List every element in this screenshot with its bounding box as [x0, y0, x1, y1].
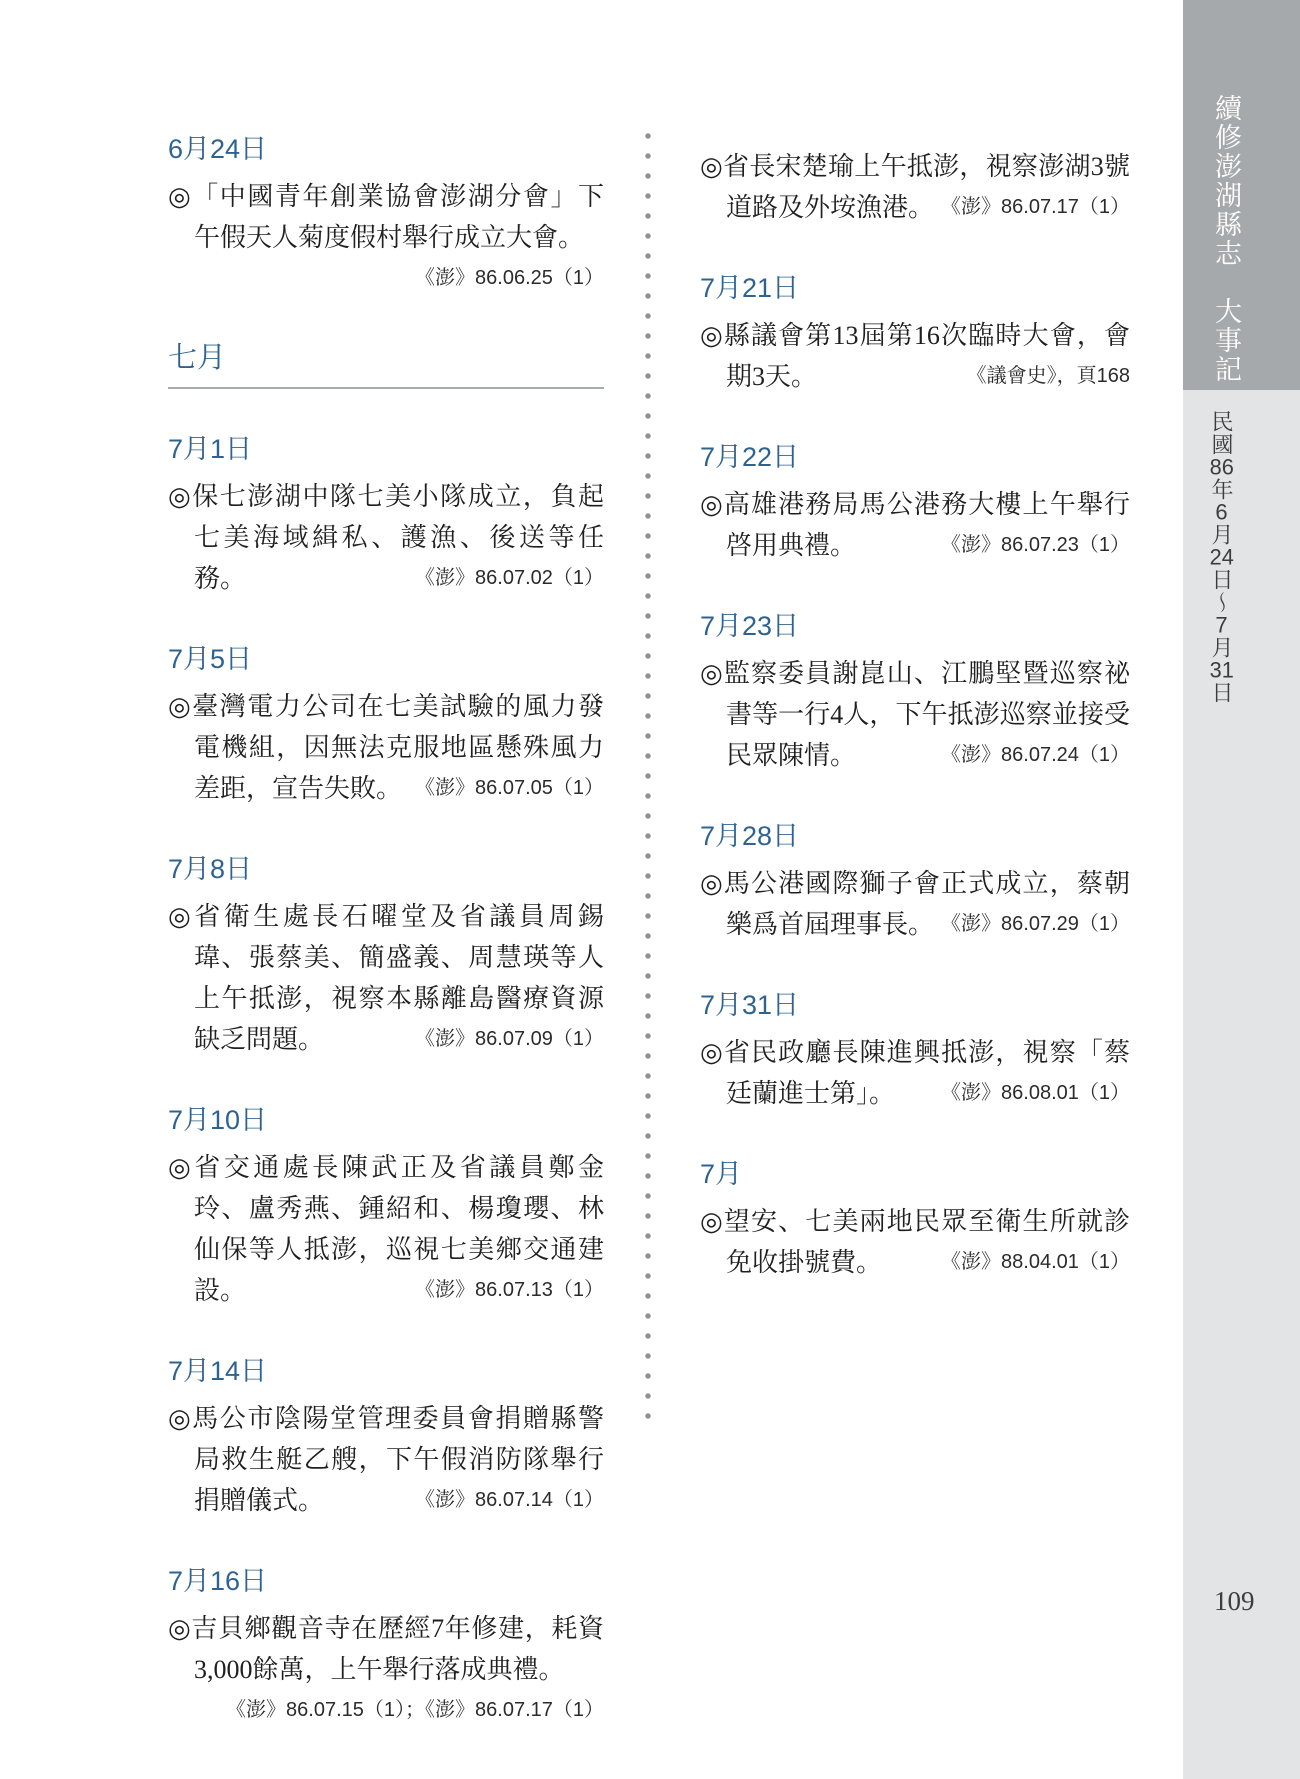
date-heading: 6月24日: [168, 134, 268, 164]
event-entry: [700, 1201, 1130, 1283]
date-heading: 7月: [700, 1159, 743, 1189]
source-citation: 《澎》86.07.17（1）: [941, 196, 1130, 218]
event-entry: [168, 1147, 604, 1311]
event-entry: [168, 476, 604, 599]
source-citation: 《澎》86.06.25（1）: [415, 267, 604, 289]
date-heading: 7月21日: [700, 273, 800, 303]
source-citation: 《議會史》，頁168: [966, 365, 1130, 387]
date-range-segment: 24: [1209, 546, 1234, 568]
date-range-vertical: [1209, 410, 1233, 704]
column-right: [700, 146, 1130, 1283]
event-entry: [700, 146, 1130, 228]
date-range-segment: 7: [1215, 614, 1228, 636]
source-citation: 《澎》88.04.01（1）: [941, 1251, 1130, 1273]
date-range-segment: 年: [1209, 478, 1234, 501]
date-range-segment: 86: [1209, 456, 1234, 478]
date-range-segment: 31: [1209, 659, 1234, 681]
entry-text: ◎省民政廳長陳進興抵澎，視察「蔡廷蘭進士第」。: [700, 1038, 1130, 1108]
entry-text: ◎省交通處長陳武正及省議員鄭金玲、盧秀燕、鍾紹和、楊瓊瓔、林仙保等人抵澎，巡視七美鄉交通建設。: [168, 1153, 604, 1305]
date-heading: 7月8日: [168, 854, 253, 884]
event-entry: [700, 1032, 1130, 1114]
date-heading: 7月5日: [168, 644, 253, 674]
entry-text: ◎臺灣電力公司在七美試驗的風力發電機組，因無法克服地區懸殊風力差距，宣告失敗。: [168, 692, 604, 803]
date-heading: 7月10日: [168, 1105, 268, 1135]
book-title-vertical: 續修澎湖縣志 大事記: [1211, 94, 1241, 384]
source-citation: 《澎》86.07.02（1）: [415, 567, 604, 589]
entry-text: ◎馬公市陰陽堂管理委員會捐贈縣警局救生艇乙艘，下午假消防隊舉行捐贈儀式。: [168, 1404, 604, 1515]
date-range-segment: 民國: [1209, 410, 1234, 456]
source-citation: 《澎》86.07.09（1）: [415, 1028, 604, 1050]
date-heading: 7月22日: [700, 442, 800, 472]
margin-sidebar: [1183, 0, 1300, 1779]
date-range-segment: 日: [1209, 681, 1234, 704]
date-range-segment: 月: [1209, 523, 1234, 546]
source-citation: 《澎》86.07.15（1）；《澎》86.07.17（1）: [226, 1699, 604, 1721]
column-left: [168, 133, 604, 1727]
column-divider-dotted: [645, 133, 651, 1433]
date-heading: 7月31日: [700, 990, 800, 1020]
date-heading: 7月28日: [700, 821, 800, 851]
source-citation: 《澎》86.07.29（1）: [941, 913, 1130, 935]
event-entry: [168, 686, 604, 809]
entry-text: ◎監察委員謝崑山、江鵬堅暨巡察祕書等一行4人，下午抵澎巡察並接受民眾陳情。: [700, 659, 1130, 770]
entry-text: ◎「中國青年創業協會澎湖分會」下午假天人菊度假村舉行成立大會。: [168, 182, 604, 252]
source-citation: 《澎》86.07.13（1）: [415, 1279, 604, 1301]
source-citation: 《澎》86.08.01（1）: [941, 1082, 1130, 1104]
date-heading: 7月1日: [168, 434, 253, 464]
source-citation: 《澎》86.07.24（1）: [941, 744, 1130, 766]
event-entry: [700, 484, 1130, 566]
entry-text: ◎馬公港國際獅子會正式成立，蔡朝樂爲首屆理事長。: [700, 869, 1130, 939]
date-range-segment: 6: [1215, 501, 1228, 523]
event-entry: [168, 176, 604, 295]
event-entry: [700, 653, 1130, 776]
event-entry: [168, 896, 604, 1060]
sidebar-range-block: [1183, 390, 1300, 1779]
event-entry: [700, 315, 1130, 397]
source-citation: 《澎》86.07.14（1）: [415, 1489, 604, 1511]
entry-text: ◎高雄港務局馬公港務大樓上午舉行啓用典禮。: [700, 490, 1130, 560]
date-heading: 7月23日: [700, 611, 800, 641]
source-citation: 《澎》86.07.05（1）: [415, 777, 604, 799]
page-number: 109: [1214, 1586, 1255, 1616]
entry-text: ◎保七澎湖中隊七美小隊成立，負起七美海域緝私、護漁、後送等任務。: [168, 482, 604, 593]
entry-text: ◎省衛生處長石曜堂及省議員周錫瑋、張蔡美、簡盛義、周慧瑛等人上午抵澎，視察本縣離島醫療資源缺乏問題。: [168, 902, 604, 1054]
entry-text: ◎縣議會第13屆第16次臨時大會，會期3天。: [700, 321, 1130, 391]
month-section-heading: 七月: [168, 341, 604, 389]
event-entry: [700, 863, 1130, 945]
date-range-segment: 月: [1209, 636, 1234, 659]
event-entry: [168, 1398, 604, 1521]
entry-text: ◎吉貝鄉觀音寺在歷經7年修建，耗資3,000餘萬，上午舉行落成典禮。: [168, 1614, 604, 1684]
entry-text: ◎省長宋楚瑜上午抵澎，視察澎湖3號道路及外垵漁港。: [700, 152, 1130, 222]
date-range-segment: 日: [1209, 568, 1234, 591]
date-range-segment: 〜: [1209, 591, 1234, 614]
entry-text: ◎望安、七美兩地民眾至衛生所就診免收掛號費。: [700, 1207, 1130, 1277]
date-heading: 7月14日: [168, 1356, 268, 1386]
date-heading: 7月16日: [168, 1566, 268, 1596]
event-entry: [168, 1608, 604, 1727]
source-citation: 《澎》86.07.23（1）: [941, 534, 1130, 556]
